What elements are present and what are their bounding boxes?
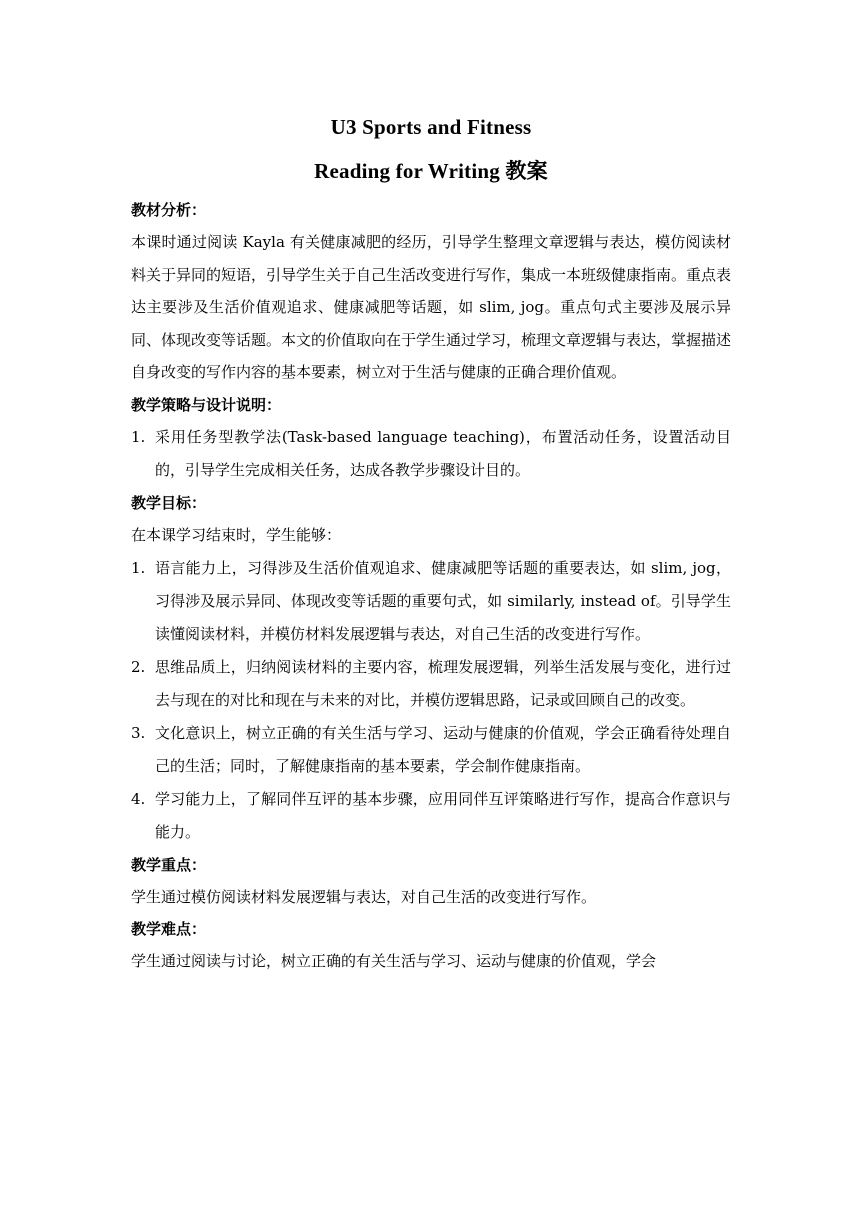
section-heading-analysis: 教材分析： [131,201,207,219]
list-item-number: 1. [131,427,146,446]
list-item-number: 4. [131,789,146,808]
analysis-paragraph: 本课时通过阅读 Kayla 有关健康减肥的经历，引导学生整理文章逻辑与表达，模仿阅读材料关于异同的短语，引导学生关于自己生活改变进行写作，集成一本班级健康指南。重点表达主要涉及生活价值观追求、健康减肥等话题，如 slim, jog。重点句式主要涉及展示异同、体现改变等话题。本文的价值取向在于学生通过学习，梳理文章逻辑与表达，掌握描述自身改变的写作内容的基本要素，树立对于生活与健康的正确合理价值观。 [131,233,732,382]
section-heading-key-points: 教学重点： [131,855,207,874]
objectives-intro: 在本课学习结束时，学生能够： [131,525,342,544]
list-item [131,717,731,783]
section-key-points [131,849,731,914]
list-item-number: 2. [131,657,146,676]
strategy-list [131,421,731,487]
document-page [131,110,731,978]
document-subtitle: Reading for Writing 教案 [314,159,548,183]
objectives-list [131,552,731,849]
list-item [131,552,731,651]
list-item-text: 学习能力上，了解同伴互评的基本步骤，应用同伴互评策略进行写作，提高合作意识与能力。 [155,789,731,841]
section-difficulties [131,913,731,978]
list-item-number: 3. [131,723,146,742]
section-objectives [131,487,731,849]
list-item [131,651,731,717]
section-heading-strategy: 教学策略与设计说明： [131,395,282,414]
list-item [131,421,731,487]
section-analysis [131,194,731,389]
document-title: U3 Sports and Fitness [330,115,532,139]
section-heading-objectives: 教学目标： [131,493,207,512]
section-strategy [131,389,731,487]
section-heading-difficulties: 教学难点： [131,920,207,939]
list-item-text: 文化意识上，树立正确的有关生活与学习、运动与健康的价值观，学会正确看待处理自己的生活；同时，了解健康指南的基本要素，学会制作健康指南。 [155,723,731,775]
list-item [131,783,731,849]
key-points-paragraph: 学生通过模仿阅读材料发展逻辑与表达，对自己生活的改变进行写作。 [131,887,597,906]
difficulties-paragraph: 学生通过阅读与讨论，树立正确的有关生活与学习、运动与健康的价值观，学会 [131,952,657,971]
list-item-text: 语言能力上，习得涉及生活价值观追求、健康减肥等话题的重要表达，如 slim, jog，习得涉及展示异同、体现改变等话题的重要句式，如 similarly, instead of。引导学生读懂阅读材料，并模仿材料发展逻辑与表达，对自己生活的改变进行写作。 [155,558,731,643]
list-item-number: 1. [131,558,146,577]
list-item-text: 思维品质上，归纳阅读材料的主要内容，梳理发展逻辑，列举生活发展与变化，进行过去与现在的对比和现在与未来的对比，并模仿逻辑思路，记录或回顾自己的改变。 [155,657,731,709]
list-item-text: 采用任务型教学法(Task-based language teaching)，布置活动任务，设置活动目的，引导学生完成相关任务，达成各教学步骤设计目的。 [155,427,731,479]
